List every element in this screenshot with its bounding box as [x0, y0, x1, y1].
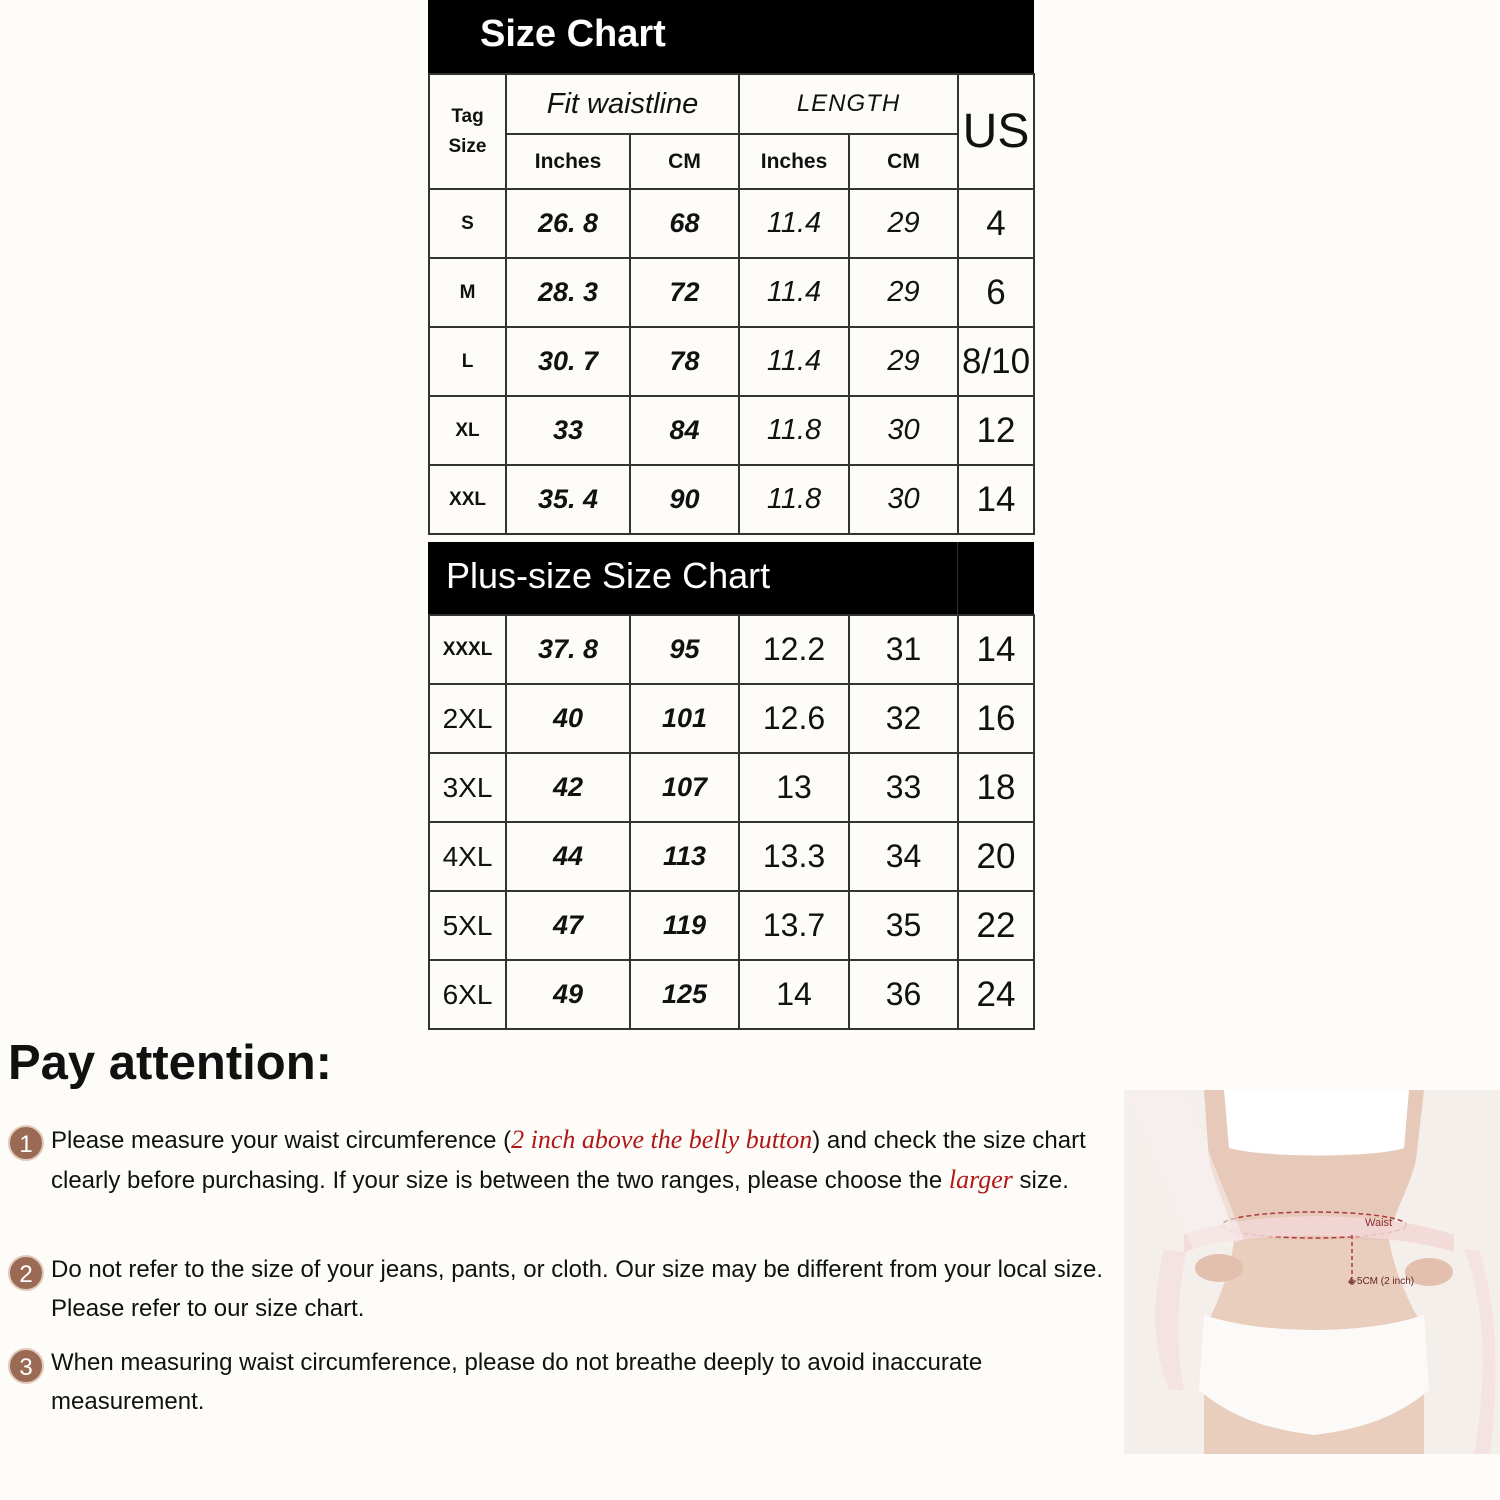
cell-len-cm: 30: [849, 465, 958, 534]
cell-len-in: 13.3: [739, 822, 849, 891]
cell-us: 20: [958, 822, 1034, 891]
note-1-highlight-larger: larger: [948, 1164, 1013, 1194]
cell-waist-in: 42: [506, 753, 630, 822]
size-chart-title: [428, 0, 1034, 74]
pay-attention-title: Pay attention:: [8, 1036, 332, 1090]
size-chart-title-text: Size Chart: [480, 13, 666, 55]
us-header: US: [958, 74, 1034, 189]
cell-waist-cm: 78: [630, 327, 739, 396]
plus-chart-title-spacer: [957, 542, 1034, 614]
cell-tag: XXXL: [429, 615, 506, 684]
waist-inches-header: Inches: [506, 134, 630, 189]
plus-chart-title-text: Plus-size Size Chart: [446, 555, 771, 596]
fit-waistline-header: Fit waistline: [506, 74, 739, 134]
cell-us: 24: [958, 960, 1034, 1029]
table-row: [429, 753, 1034, 822]
cell-waist-cm: 125: [630, 960, 739, 1029]
note-1-part-b: ) and check the size chart clearly before purchasing. If your size is between the two ranges, please choose the: [51, 1127, 1086, 1194]
cell-waist-in: 37. 8: [506, 615, 630, 684]
cell-tag: 4XL: [429, 822, 506, 891]
table-row: [429, 189, 1034, 258]
length-inches-header: Inches: [739, 134, 849, 189]
cell-us: 12: [958, 396, 1034, 465]
table-row: [429, 465, 1034, 534]
cell-waist-cm: 107: [630, 753, 739, 822]
cell-waist-in: 28. 3: [506, 258, 630, 327]
plus-chart-title: [428, 542, 1034, 614]
cell-waist-cm: 72: [630, 258, 739, 327]
cell-waist-cm: 68: [630, 189, 739, 258]
cell-len-cm: 31: [849, 615, 958, 684]
cell-len-in: 11.8: [739, 396, 849, 465]
cell-len-cm: 35: [849, 891, 958, 960]
cell-len-cm: 36: [849, 960, 958, 1029]
cell-len-in: 13.7: [739, 891, 849, 960]
waist-measurement-photo: [1124, 1090, 1500, 1454]
cell-waist-in: 40: [506, 684, 630, 753]
note-3: [8, 1344, 1058, 1421]
note-3-text: When measuring waist circumference, please do not breathe deeply to avoid inaccurate measurement.: [51, 1349, 983, 1415]
cell-len-in: 12.2: [739, 615, 849, 684]
length-header: LENGTH: [739, 74, 958, 134]
cell-us: 14: [958, 465, 1034, 534]
cell-waist-in: 30. 7: [506, 327, 630, 396]
cell-len-in: 11.4: [739, 189, 849, 258]
cell-us: 22: [958, 891, 1034, 960]
cell-len-cm: 29: [849, 258, 958, 327]
cell-waist-in: 49: [506, 960, 630, 1029]
cell-len-in: 12.6: [739, 684, 849, 753]
cell-tag: S: [429, 189, 506, 258]
cell-us: 18: [958, 753, 1034, 822]
cell-us: 4: [958, 189, 1034, 258]
cell-waist-cm: 84: [630, 396, 739, 465]
cell-us: 6: [958, 258, 1034, 327]
cell-len-cm: 29: [849, 189, 958, 258]
plus-chart-table: [428, 614, 1035, 1030]
note-1-part-a: Please measure your waist circumference (: [51, 1127, 512, 1154]
cell-tag: XL: [429, 396, 506, 465]
table-row: [429, 891, 1034, 960]
table-row: [429, 615, 1034, 684]
cell-len-cm: 32: [849, 684, 958, 753]
note-1-text: [51, 1121, 1118, 1200]
note-2-badge: 2: [8, 1255, 44, 1291]
cell-len-in: 13: [739, 753, 849, 822]
cell-us: 8/10: [958, 327, 1034, 396]
waist-cm-header: CM: [630, 134, 739, 189]
cell-len-cm: 29: [849, 327, 958, 396]
cell-waist-in: 44: [506, 822, 630, 891]
cell-tag: M: [429, 258, 506, 327]
cell-tag: 5XL: [429, 891, 506, 960]
cell-waist-in: 33: [506, 396, 630, 465]
length-cm-header: CM: [849, 134, 958, 189]
cell-tag: XXL: [429, 465, 506, 534]
cell-us: 14: [958, 615, 1034, 684]
note-1-highlight-belly: 2 inch above the belly button: [511, 1125, 813, 1154]
note-2-text: Do not refer to the size of your jeans, pants, or cloth. Our size may be different from your local size. Please refer to our size chart.: [51, 1256, 1104, 1322]
cell-tag: 6XL: [429, 960, 506, 1029]
cell-waist-cm: 113: [630, 822, 739, 891]
tag-size-header: [429, 74, 506, 189]
cell-waist-in: 35. 4: [506, 465, 630, 534]
cell-len-in: 11.4: [739, 258, 849, 327]
note-1-part-c: size.: [1012, 1166, 1069, 1194]
photo-offset-label: 4-5CM (2 inch): [1348, 1276, 1415, 1287]
cell-len-in: 11.4: [739, 327, 849, 396]
table-row: [429, 822, 1034, 891]
note-1-badge: 1: [8, 1125, 44, 1161]
table-row: [429, 684, 1034, 753]
photo-waist-label: Waist: [1365, 1217, 1393, 1229]
waist-measurement-illustration: [1124, 1090, 1500, 1454]
cell-waist-cm: 90: [630, 465, 739, 534]
cell-tag: 3XL: [429, 753, 506, 822]
cell-waist-cm: 119: [630, 891, 739, 960]
note-2: [8, 1251, 1118, 1328]
cell-len-cm: 30: [849, 396, 958, 465]
cell-len-cm: 34: [849, 822, 958, 891]
cell-waist-cm: 95: [630, 615, 739, 684]
table-row: [429, 327, 1034, 396]
cell-len-in: 11.8: [739, 465, 849, 534]
size-chart-table: [428, 73, 1035, 535]
table-row: [429, 396, 1034, 465]
cell-len-in: 14: [739, 960, 849, 1029]
cell-len-cm: 33: [849, 753, 958, 822]
cell-us: 16: [958, 684, 1034, 753]
tag-size-header-text: Tag Size: [448, 105, 487, 157]
cell-tag: L: [429, 327, 506, 396]
cell-waist-in: 47: [506, 891, 630, 960]
cell-tag: 2XL: [429, 684, 506, 753]
table-row: [429, 960, 1034, 1029]
table-row: [429, 258, 1034, 327]
cell-waist-in: 26. 8: [506, 189, 630, 258]
cell-waist-cm: 101: [630, 684, 739, 753]
note-3-badge: 3: [8, 1348, 44, 1384]
note-1: [8, 1121, 1118, 1200]
